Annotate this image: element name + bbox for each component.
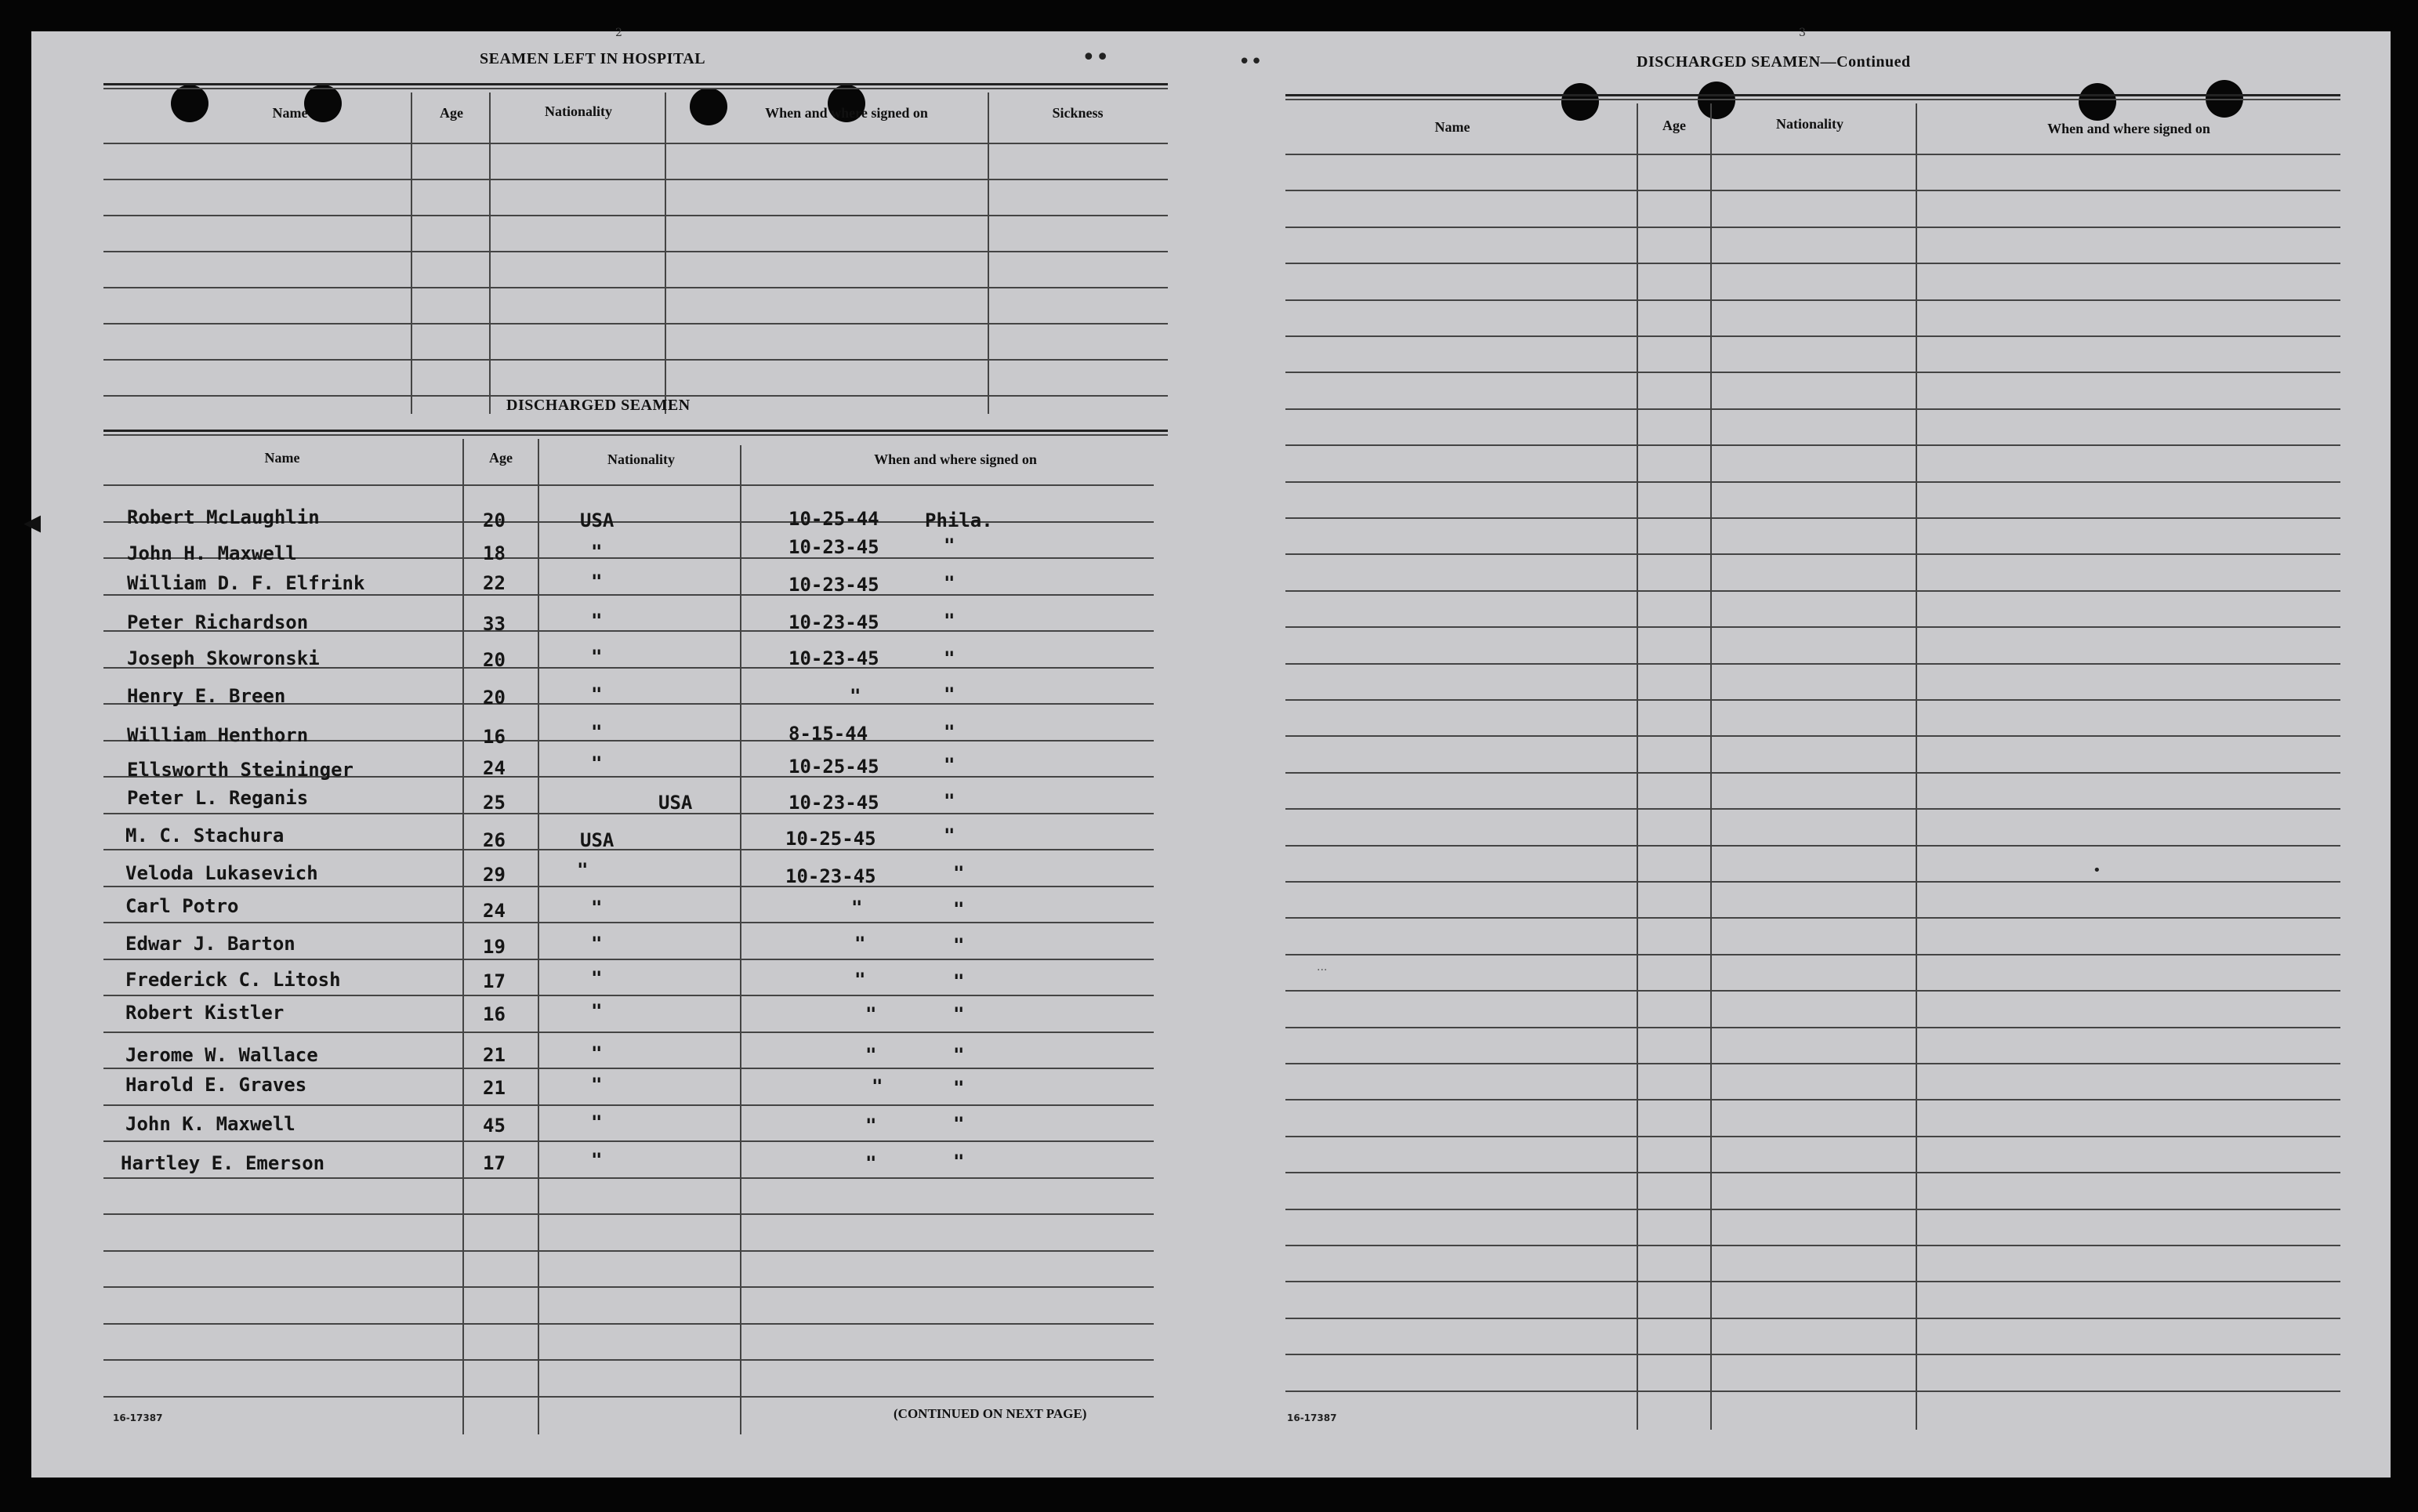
right-section-title: DISCHARGED SEAMEN—Continued — [1637, 53, 1911, 71]
row-rule — [103, 484, 1154, 486]
document-sheet — [24, 27, 2391, 1478]
seaman-signed-place: " — [953, 1044, 965, 1066]
row-rule — [103, 1396, 1154, 1398]
seaman-age: 22 — [483, 572, 506, 594]
column-header: Age — [489, 450, 513, 466]
seaman-nationality: " — [591, 1000, 603, 1022]
seaman-nationality: USA — [580, 509, 614, 531]
seaman-nationality: " — [591, 933, 603, 955]
column-header: Age — [1662, 118, 1686, 133]
stray-mark: • — [2093, 862, 2101, 879]
seaman-name: Ellsworth Steininger — [127, 759, 353, 781]
column-header: Name — [264, 450, 300, 466]
row-rule — [1285, 335, 2340, 337]
row-rule — [1285, 1281, 2340, 1282]
seaman-name: Frederick C. Litosh — [125, 969, 341, 991]
seaman-signed-place: " — [953, 934, 965, 956]
seaman-age: 33 — [483, 613, 506, 635]
seaman-signed-place: " — [944, 721, 955, 743]
seaman-signed-date: " — [854, 933, 866, 955]
seaman-name: Robert Kistler — [125, 1002, 285, 1024]
row-rule — [1285, 1099, 2340, 1100]
row-rule — [1285, 444, 2340, 446]
row-rule — [1285, 372, 2340, 373]
seaman-name: John H. Maxwell — [127, 542, 297, 564]
seaman-age: 20 — [483, 649, 506, 671]
seaman-nationality: " — [591, 752, 603, 774]
left-form-code: 16-17387 — [113, 1412, 163, 1423]
seaman-nationality: " — [591, 1042, 603, 1064]
seaman-signed-place: " — [953, 1003, 965, 1025]
row-rule — [103, 215, 1168, 216]
row-rule — [1285, 1027, 2340, 1028]
row-rule — [1285, 626, 2340, 628]
seaman-age: 24 — [483, 900, 506, 922]
seaman-signed-place: " — [944, 825, 955, 847]
seaman-name: Henry E. Breen — [127, 685, 286, 707]
seaman-signed-date: 10-23-45 — [785, 865, 876, 887]
continued-note: (CONTINUED ON NEXT PAGE) — [894, 1406, 1087, 1421]
row-rule — [1285, 1318, 2340, 1319]
row-rule — [1285, 1209, 2340, 1210]
seaman-age: 21 — [483, 1077, 506, 1099]
seaman-nationality: " — [591, 721, 603, 743]
seaman-age: 17 — [483, 1152, 506, 1174]
seaman-signed-place: " — [953, 898, 965, 920]
column-header: Name — [1434, 119, 1470, 135]
seaman-age: 20 — [483, 687, 506, 709]
seaman-age: 16 — [483, 1003, 506, 1025]
row-rule — [1285, 663, 2340, 665]
seaman-signed-date: " — [851, 897, 863, 919]
seaman-age: 24 — [483, 757, 506, 779]
seaman-signed-date: 8-15-44 — [788, 723, 868, 745]
row-rule — [1285, 227, 2340, 228]
row-rule — [103, 1032, 1154, 1033]
row-rule — [1285, 299, 2340, 301]
row-rule — [103, 959, 1154, 960]
column-header: When and where signed on — [765, 105, 928, 121]
column-header: Nationality — [1775, 116, 1843, 132]
row-rule — [103, 1359, 1154, 1361]
seaman-age: 16 — [483, 726, 506, 748]
stray-mark: ◂ — [24, 502, 42, 542]
seaman-signed-date: 10-23-45 — [788, 611, 879, 633]
seaman-name: Veloda Lukasevich — [125, 862, 318, 884]
seaman-signed-date: " — [854, 969, 866, 991]
seaman-nationality: " — [577, 859, 589, 881]
seaman-age: 45 — [483, 1115, 506, 1137]
row-rule — [103, 813, 1154, 814]
seaman-nationality: " — [591, 541, 603, 563]
seaman-signed-date: 10-25-44 — [788, 508, 879, 530]
row-rule — [1285, 1354, 2340, 1355]
seaman-name: Carl Potro — [125, 895, 239, 917]
row-rule — [103, 1140, 1154, 1142]
seaman-name: Joseph Skowronski — [127, 647, 320, 669]
seaman-signed-place: " — [953, 970, 965, 992]
seaman-signed-place: " — [944, 572, 955, 594]
rule — [103, 83, 1168, 85]
seaman-signed-place: " — [944, 790, 955, 812]
seaman-name: M. C. Stachura — [125, 825, 285, 847]
seaman-name: Jerome W. Wallace — [125, 1044, 318, 1066]
seaman-signed-date: 10-23-45 — [788, 536, 879, 558]
column-header: Age — [440, 105, 463, 121]
row-rule — [1285, 190, 2340, 191]
seaman-nationality: " — [591, 1111, 603, 1133]
row-rule — [1285, 263, 2340, 264]
seaman-name: Harold E. Graves — [125, 1074, 307, 1096]
smudge-mark: •• — [1082, 44, 1110, 71]
seaman-age: 29 — [483, 864, 506, 886]
row-rule — [1285, 845, 2340, 847]
rule — [103, 434, 1168, 436]
seaman-nationality: " — [591, 571, 603, 593]
seaman-signed-place: " — [944, 535, 955, 557]
seaman-name: William D. F. Elfrink — [127, 572, 365, 594]
seaman-signed-date: 10-23-45 — [788, 647, 879, 669]
seaman-name: Peter Richardson — [127, 611, 309, 633]
seaman-signed-place: " — [953, 862, 965, 884]
seaman-nationality: USA — [658, 792, 693, 814]
row-rule — [103, 1177, 1154, 1179]
row-rule — [103, 995, 1154, 996]
seaman-signed-place: " — [953, 1113, 965, 1135]
row-rule — [103, 1104, 1154, 1106]
row-rule — [1285, 481, 2340, 483]
seaman-nationality: " — [591, 683, 603, 705]
row-rule — [103, 179, 1168, 180]
right-form-code: 16-17387 — [1287, 1412, 1337, 1423]
seaman-name: Hartley E. Emerson — [121, 1152, 325, 1174]
row-rule — [103, 143, 1168, 144]
row-rule — [1285, 1063, 2340, 1064]
seaman-signed-date: 10-23-45 — [788, 574, 879, 596]
seaman-name: William Henthorn — [127, 724, 309, 746]
row-rule — [103, 251, 1168, 252]
rule — [1285, 94, 2340, 96]
seaman-nationality: " — [591, 1149, 603, 1171]
seaman-signed-place: " — [944, 754, 955, 776]
punch-hole — [1561, 83, 1599, 121]
column-header: Sickness — [1052, 105, 1104, 121]
row-rule — [103, 359, 1168, 361]
seaman-age: 19 — [483, 936, 506, 958]
row-rule — [103, 849, 1154, 850]
row-rule — [1285, 517, 2340, 519]
seaman-name: Edwar J. Barton — [125, 933, 295, 955]
row-rule — [1285, 917, 2340, 919]
left-page-number: 2 — [615, 27, 622, 39]
seaman-nationality: " — [591, 897, 603, 919]
column-header: Nationality — [607, 451, 675, 467]
seaman-nationality: " — [591, 610, 603, 632]
seaman-signed-place: " — [944, 610, 955, 632]
col-divider — [462, 439, 464, 1434]
seaman-age: 21 — [483, 1044, 506, 1066]
discharged-section-title: DISCHARGED SEAMEN — [506, 397, 691, 414]
row-rule — [1285, 772, 2340, 774]
row-rule — [103, 594, 1154, 596]
col-divider — [1637, 103, 1638, 1430]
row-rule — [1285, 1136, 2340, 1137]
row-rule — [1285, 1391, 2340, 1392]
seaman-signed-place: " — [953, 1151, 965, 1173]
seaman-signed-date: 10-25-45 — [785, 828, 876, 850]
smudge-mark: •• — [1238, 50, 1263, 74]
seaman-signed-place: " — [944, 683, 955, 705]
seaman-name: John K. Maxwell — [125, 1113, 295, 1135]
punch-hole — [2079, 83, 2116, 121]
row-rule — [1285, 154, 2340, 155]
col-divider — [538, 439, 539, 1434]
row-rule — [103, 287, 1168, 288]
row-rule — [1285, 1245, 2340, 1246]
seaman-name: Robert McLaughlin — [127, 506, 320, 528]
right-page-number: 3 — [1799, 27, 1806, 39]
row-rule — [1285, 808, 2340, 810]
punch-hole — [1698, 82, 1735, 119]
seaman-nationality: " — [591, 646, 603, 668]
seaman-signed-date: " — [865, 1044, 877, 1066]
column-header: Name — [272, 105, 308, 121]
col-divider — [489, 92, 491, 414]
seaman-nationality: " — [591, 1074, 603, 1096]
row-rule — [1285, 881, 2340, 883]
seaman-signed-date: " — [850, 685, 861, 707]
seaman-age: 18 — [483, 542, 506, 564]
rule — [103, 430, 1168, 432]
row-rule — [1285, 590, 2340, 592]
seaman-signed-date: " — [872, 1075, 883, 1097]
hospital-section-title: SEAMEN LEFT IN HOSPITAL — [480, 50, 706, 67]
row-rule — [103, 1323, 1154, 1325]
rule — [1285, 99, 2340, 100]
col-divider — [1916, 103, 1917, 1430]
row-rule — [1285, 954, 2340, 955]
seaman-signed-date: " — [865, 1003, 877, 1025]
seaman-name: Peter L. Reganis — [127, 787, 309, 809]
column-header: Nationality — [544, 103, 612, 119]
seaman-signed-date: 10-25-45 — [788, 756, 879, 778]
rule — [103, 88, 1168, 89]
row-rule — [1285, 1172, 2340, 1173]
seaman-age: 17 — [483, 970, 506, 992]
row-rule — [103, 1250, 1154, 1252]
row-rule — [103, 323, 1168, 325]
seaman-age: 26 — [483, 829, 506, 851]
row-rule — [103, 922, 1154, 923]
row-rule — [103, 886, 1154, 887]
seaman-signed-place: Phila. — [925, 509, 993, 531]
seaman-signed-place: " — [953, 1077, 965, 1099]
row-rule — [1285, 553, 2340, 555]
row-rule — [1285, 735, 2340, 737]
seaman-signed-date: 10-23-45 — [788, 792, 879, 814]
column-header: When and where signed on — [2047, 121, 2210, 136]
col-divider — [988, 92, 989, 414]
column-header: When and where signed on — [874, 451, 1037, 467]
seaman-age: 25 — [483, 792, 506, 814]
seaman-signed-place: " — [944, 647, 955, 669]
row-rule — [103, 1068, 1154, 1069]
row-rule — [103, 1286, 1154, 1288]
seaman-nationality: " — [591, 967, 603, 989]
col-divider — [665, 92, 666, 414]
row-rule — [1285, 408, 2340, 410]
seaman-signed-date: " — [865, 1115, 877, 1137]
seaman-signed-date: " — [865, 1152, 877, 1174]
col-divider — [411, 92, 412, 414]
row-rule — [1285, 990, 2340, 992]
seaman-age: 20 — [483, 509, 506, 531]
col-divider — [1710, 103, 1712, 1430]
row-rule — [103, 1213, 1154, 1215]
row-rule — [1285, 699, 2340, 701]
stray-mark: ··· — [1317, 964, 1328, 977]
seaman-nationality: USA — [580, 829, 614, 851]
